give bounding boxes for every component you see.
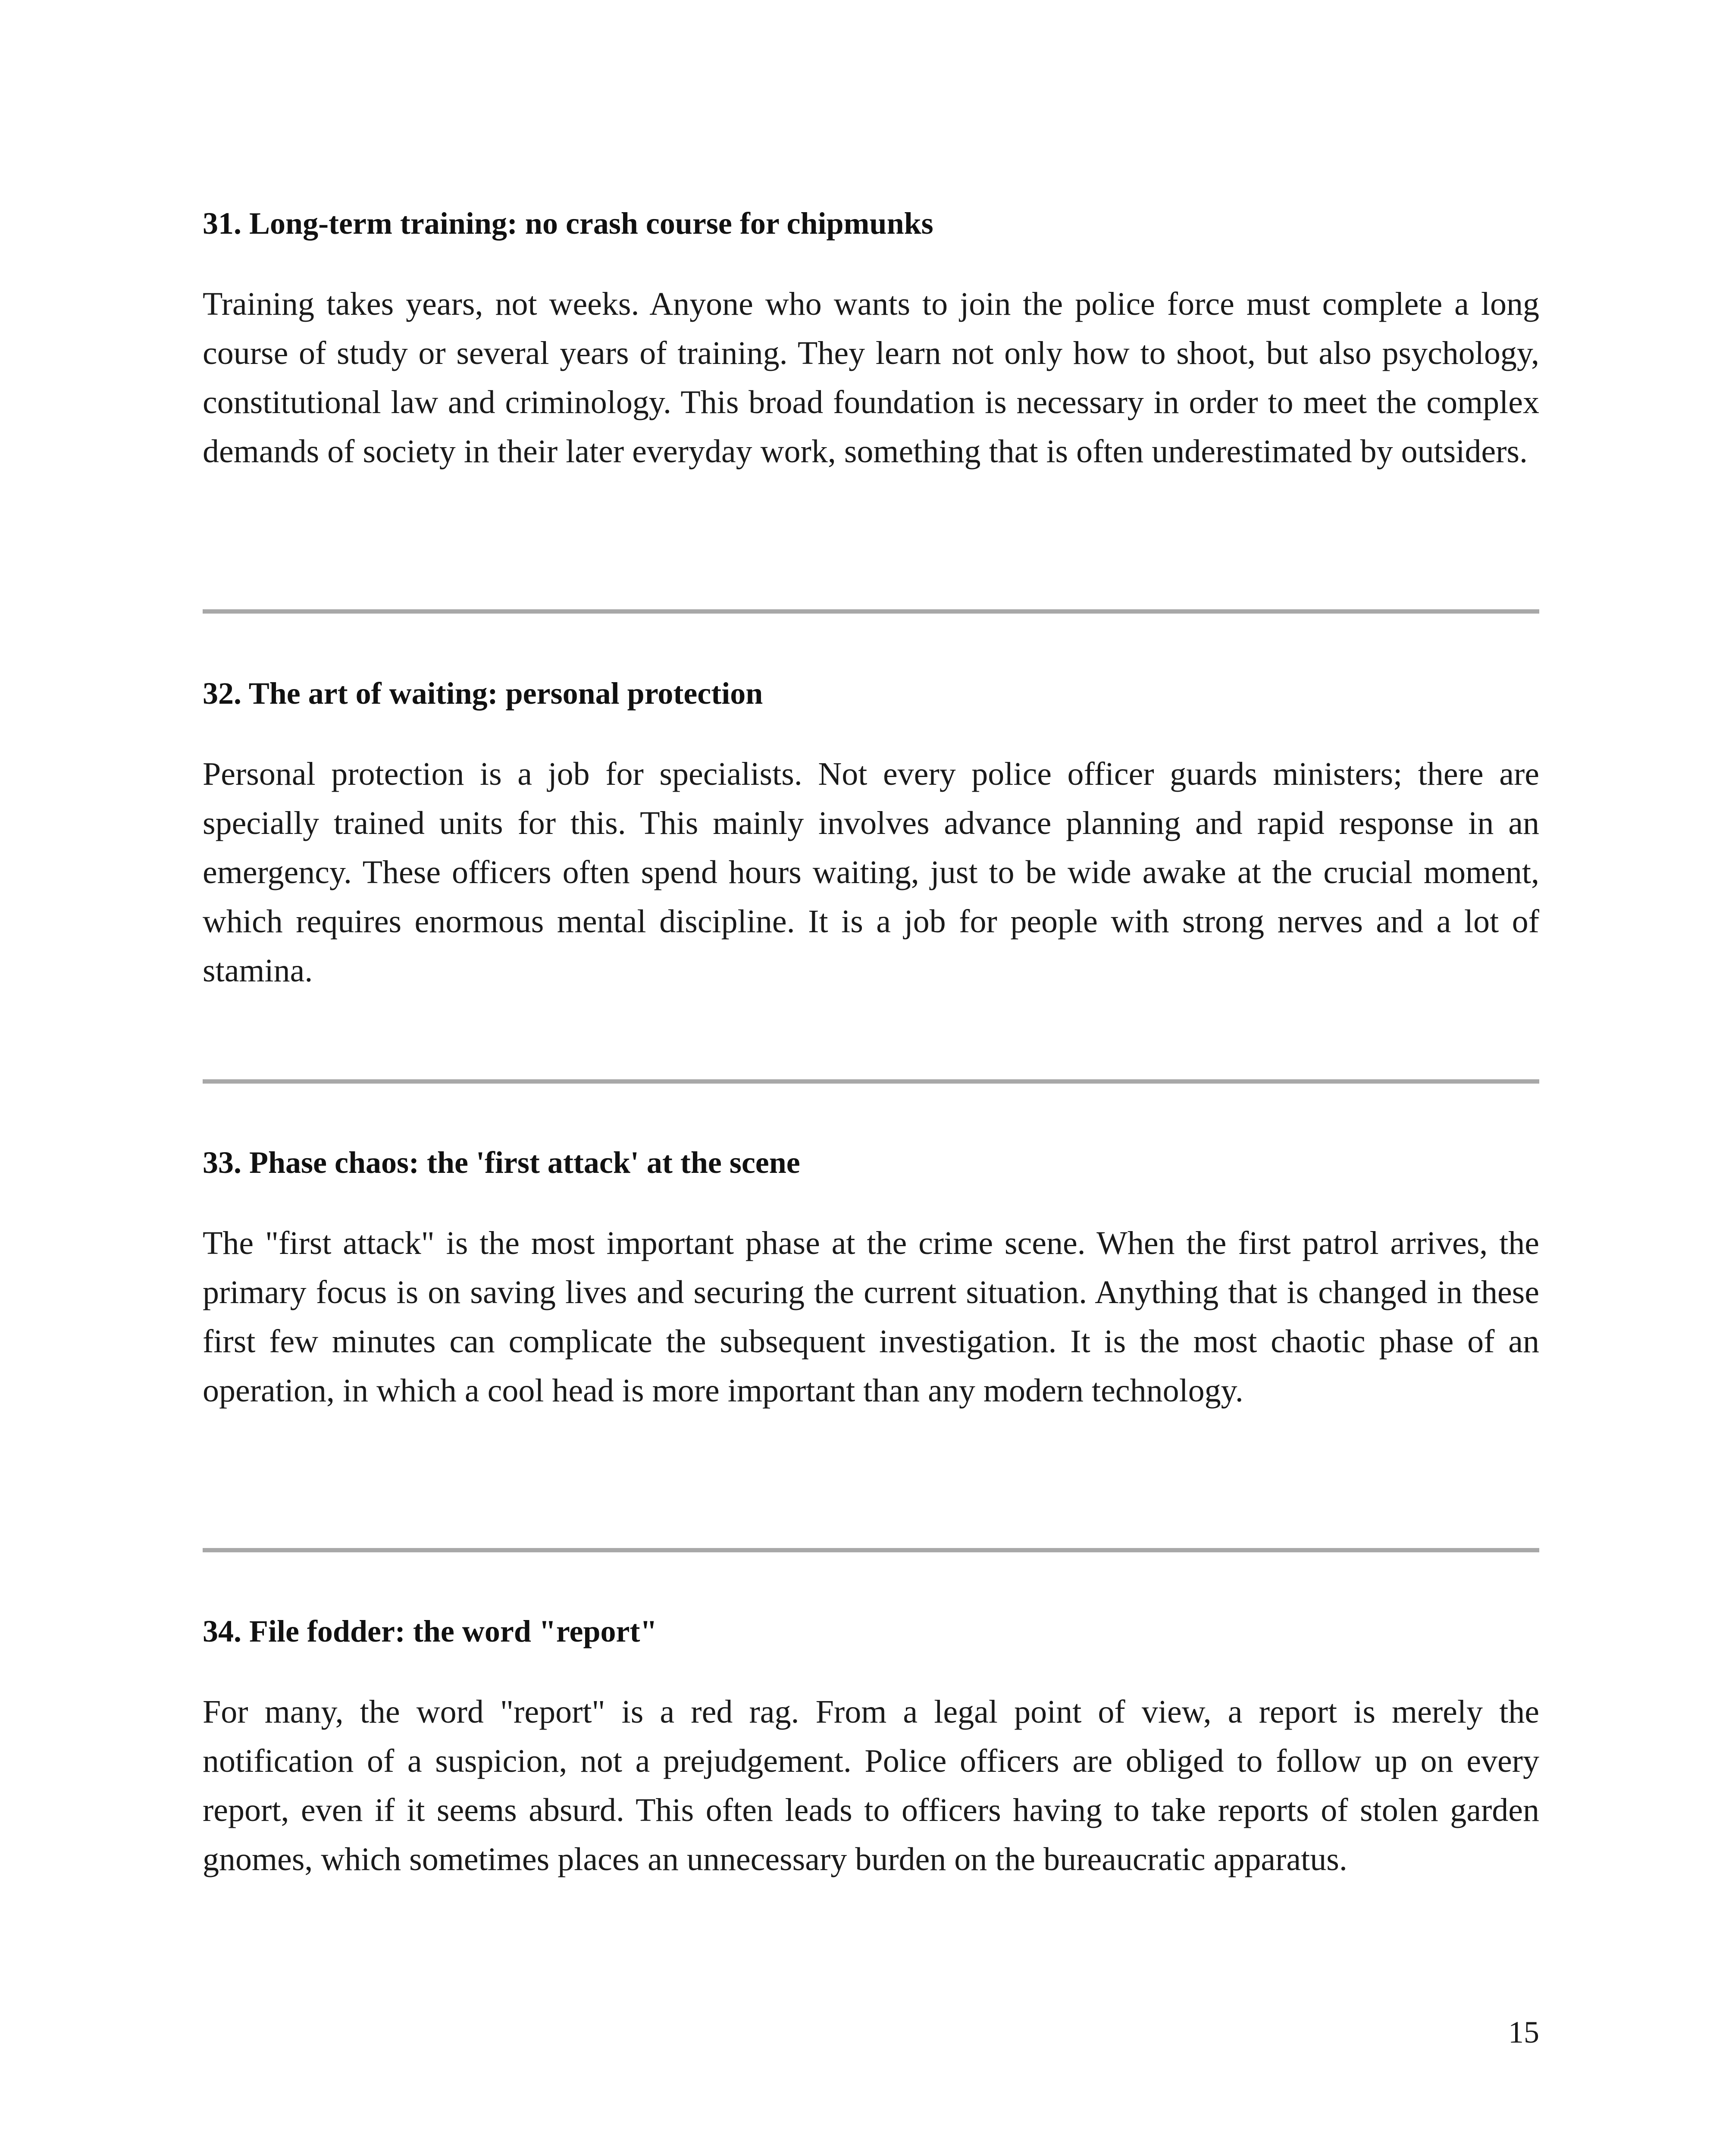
section-body: Training takes years, not weeks. Anyone who wants to join the police force must complete a long course of study or several years of training. They learn not only how to shoot, but also psychology, constitutional law and criminology. This broad foundation is necessary in order to meet the complex demands of society in their later everyday work, something that is often underestimated by outsiders. [203,286,1539,470]
section-heading: 33. Phase chaos: the 'first attack' at the scene [203,1145,800,1180]
section-body: The "first attack" is the most important phase at the crime scene. When the first patrol arrives, the primary focus is on saving lives and securing the current situation. Anything that is changed in these first few minutes can complicate the subsequent investigation. It is the most chaotic phase of an operation, in which a cool head is more important than any modern technology. [203,1225,1539,1409]
section-heading: 34. File fodder: the word "report" [203,1614,658,1648]
section-divider [203,609,1539,614]
section-divider [203,1548,1539,1552]
section-31 [203,203,1539,476]
section-divider [203,1079,1539,1084]
section-32 [203,673,1539,995]
section-34 [203,1611,1539,1884]
section-body: For many, the word "report" is a red rag. From a legal point of view, a report is merely the notification of a suspicion, not a prejudgement. Police officers are obliged to follow up on every report, even if it seems absurd. This often leads to officers having to take reports of stolen garden gnomes, which sometimes places an unnecessary burden on the bureaucratic apparatus. [203,1694,1539,1877]
section-heading: 32. The art of waiting: personal protection [203,676,763,711]
section-heading: 31. Long-term training: no crash course for chipmunks [203,206,933,241]
section-33 [203,1142,1539,1415]
section-body: Personal protection is a job for specialists. Not every police officer guards ministers; there are specially trained units for this. This mainly involves advance planning and rapid response in an emergency. These officers often spend hours waiting, just to be wide awake at the crucial moment, which requires enormous mental discipline. It is a job for people with strong nerves and a lot of stamina. [203,756,1539,989]
page-number: 15 [1508,2015,1539,2049]
